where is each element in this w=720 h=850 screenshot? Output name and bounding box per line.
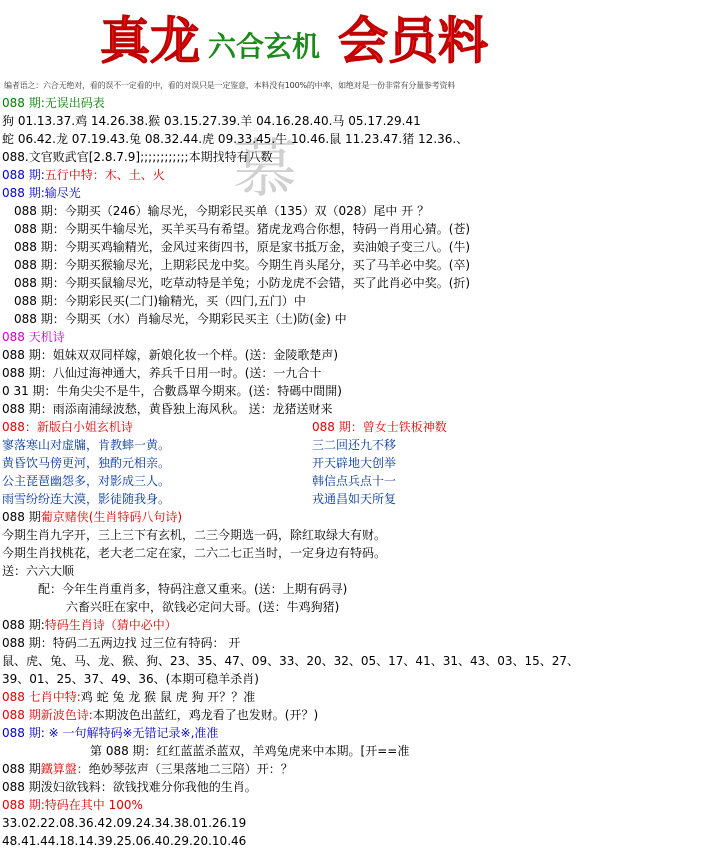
title-logo <box>100 6 520 72</box>
header-banner <box>0 0 720 78</box>
text-line: 088 期：今期买（246）输尽光，今期彩民买单（135）双（028）尾中 开 ？ <box>14 204 430 218</box>
title-part1: 真龙 <box>100 11 200 70</box>
two-column-row: 雨雪纷纷连大漠，影徒随我身。 戎通昌如天所复 <box>2 492 397 506</box>
text-line: 088 期泼妇欲钱料：欲钱找难分你我他的生肖。 <box>2 780 257 794</box>
text-line: 088 期：今期买（水）肖输尽光，今期彩民买主（土)防(金) 中 <box>14 312 347 326</box>
two-column-row: 公主琵琶幽怨多，对影成三人。 韩信点兵点十一 <box>2 474 397 488</box>
section-wave-color: 088 期新波色诗:本期波色出蓝红，鸡龙看了也发财。(开？) <box>2 708 319 722</box>
text-line: 鼠、虎、兔、马、龙、猴、狗、23、35、47、09、33、20、32、05、17、41、31、43、03、15、27、 <box>2 654 580 668</box>
text-line: 配：今年生肖重肖多，特码注意又重来。(送：上期有码寻) <box>38 582 348 596</box>
text-line: 088 期：今期买鼠输尽光，吃草动特是羊兔；小防龙虎不会错，买了此肖必中奖。(折) <box>14 276 471 290</box>
main-content <box>2 94 718 850</box>
section-abacus: 088 期鐵算盤：绝妙琴弦声（三果落地二三陪）开：？ <box>2 762 293 776</box>
text-line: 088 期：今期彩民买(二门)输精光，买（四门,五门）中 <box>14 294 306 308</box>
section-iron-plate: 088 期：曾女士铁板神数 <box>312 420 447 434</box>
section-gambler-poem: 088 期葡京赌侠(生肖特码八句诗) <box>2 510 183 524</box>
numbers-line-2: 48.41.44.18.14.39.25.06.40.29.20.10.46 <box>2 834 247 848</box>
text-line: 六畜兴旺在家中，欲钱必定问大哥。(送：牛鸡狗猪) <box>66 600 340 614</box>
text-line: 第 088 期：红红蓝蓝杀蓝双，羊鸡兔虎来中本期。[开==准 <box>90 744 410 758</box>
section-special-zodiac-poem: 088 期:特码生肖诗（猜中必中） <box>2 618 177 632</box>
numbers-line-1: 33.02.22.08.36.42.09.24.34.38.01.26.19 <box>2 816 247 830</box>
two-column-heading <box>2 418 718 436</box>
text-line: 088 期：今期买鸡输精光，金风过来街四书，原是家书抵万金，卖油娘子变三八。(牛) <box>14 240 471 254</box>
text-line: 今期生肖九字开，三上三下有玄机，二三今期选一码，除红取绿大有财。 <box>2 528 387 542</box>
section-heavenly-poem: 088 天机诗 <box>2 330 65 344</box>
text-line: 088 期：姐妹双双同样嫁，新娘化妆一个样。(送：金陵歌楚声) <box>2 348 339 362</box>
disclaimer: 编者语之：六合无绝对，看的误不一定看的中，看的对误只是一定鉴意，本料没有100%的中率，如绝对是一份非常有分量参考资料 <box>4 81 456 90</box>
text-line: 088 期：八仙过海神通大，养兵千日用一时。(送：一九合十 <box>2 366 322 380</box>
section-one-sentence: 088 期: ※ 一句解特码※无错记录※,准准 <box>2 726 219 740</box>
section-white-lady-poem: 088：新版白小姐玄机诗 <box>2 420 133 434</box>
text-line: 今期生肖找桃花，老大老二定在家，二六二七正当时，一定身边有特码。 <box>2 546 387 560</box>
two-column-row: 寥落寒山对虚牖，肯教蟀一黄。 三二回还九不移 <box>2 438 397 452</box>
section-no-error-table: 088 期:无误出码表 <box>2 96 105 110</box>
text-line: 0 31 期：牛角尖尖不是牛，合數爲單今期來。(送：特碼中間開) <box>2 384 342 398</box>
section-lose-all: 088 期:输尽光 <box>2 186 81 200</box>
officer-line: 088.文官败武官[2.8.7.9];;;;;;;;;;;;本期找特有八数 <box>2 150 273 164</box>
text-line: 送：六六大顺 <box>2 564 75 578</box>
two-column-row: 黄昏饮马傍更河，独酌元相亲。 开天辟地大创举 <box>2 456 397 470</box>
title-part2: 六合玄机 <box>208 30 321 63</box>
text-line: 39、01、25、37、49、36、(本期可稳羊杀肖) <box>2 672 259 686</box>
title-part3: 会员料 <box>338 11 488 70</box>
text-line: 088 期：雨添南浦绿波愁，黄昏独上海风秋。 送：龙猪送财来 <box>2 402 333 416</box>
zodiac-numbers-line-1: 狗 01.13.37.鸡 14.26.38.猴 03.15.27.39.羊 04.16.28.40.马 05.17.29.41 <box>2 114 421 128</box>
text-line: 088 期：今期买猴输尽光，上期彩民龙中奖。今期生肖头尾分，买了马羊必中奖。(卒) <box>14 258 471 272</box>
text-line: 088 期：特码二五两边找 过三位有特码： 开 <box>2 636 241 650</box>
text-line: 088 期：今期买牛输尽光，买羊买马有希望。猪虎龙鸡合你想，特码一肖用心猜。(苍) <box>14 222 471 236</box>
zodiac-numbers-line-2: 蛇 06.42.龙 07.19.43.兔 08.32.44.虎 09.33.45.牛 10.46.鼠 11.23.47.猪 12.36.、 <box>2 132 469 146</box>
section-special-code: 088 期:特码在其中 100% <box>2 798 143 812</box>
section-seven-zodiac: 088 七肖中特:鸡 蛇 兔 龙 猴 鼠 虎 狗 开？？准 <box>2 690 256 704</box>
section-five-elements: 088 期:五行中特：木、土、火 <box>2 168 165 182</box>
watermark: 慕 <box>233 133 297 207</box>
